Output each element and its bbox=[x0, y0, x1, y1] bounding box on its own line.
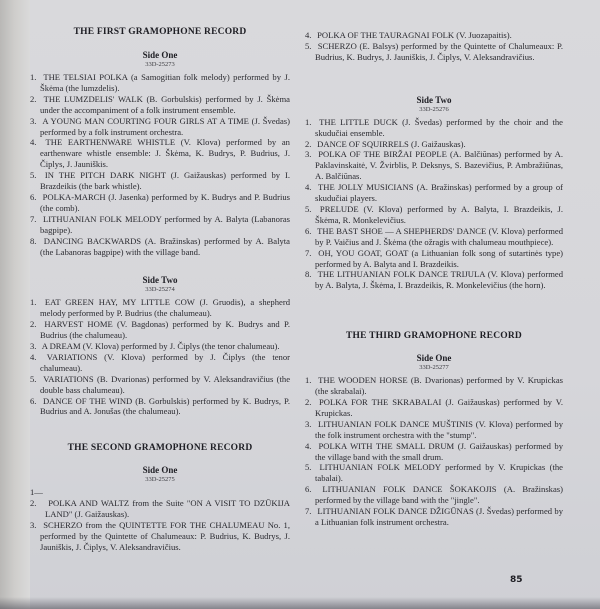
track-list bbox=[30, 487, 290, 552]
catalog-number: 33D-25277 bbox=[419, 364, 449, 372]
book-gutter bbox=[0, 0, 30, 609]
track-list bbox=[305, 117, 563, 292]
record2-side1 bbox=[30, 465, 290, 552]
catalog-number: 33D-25275 bbox=[145, 476, 175, 484]
record1-side2 bbox=[30, 275, 290, 417]
track-item: 8. DANCING BACKWARDS (A. Bražinskas) performed by A. Balyta (the Labanoras bagpipe) with the village band. bbox=[30, 235, 290, 257]
track-list bbox=[30, 72, 290, 257]
track-item: 2. THE LUMZDELIS' WALK (B. Gorbulskis) performed by J. Škėma under the accompaniment of a folk instrument ensemble. bbox=[30, 93, 290, 115]
track-item: 6. THE BAST SHOE — A SHEPHERDS' DANCE (V. Klova) performed by P. Vaičius and J. Škėma (the ožragis with chalumeau mouthpiece). bbox=[305, 225, 563, 247]
track-item: 7. OH, YOU GOAT, GOAT (a Lithuanian folk song of sutartinės type) performed by A. Balyta and I. Brazdeikis. bbox=[305, 247, 563, 269]
track-item: 1. THE TELSIAI POLKA (a Samogitian folk melody) performed by J. Škėma (the lumzdelis). bbox=[30, 72, 290, 93]
record2-side2 bbox=[305, 95, 563, 292]
track-item: 5. VARIATIONS (B. Dvarionas) performed by V. Aleksandravičius (the double bass chalumeau). bbox=[30, 373, 291, 395]
track-item: 3. POLKA OF THE BIRŽAI PEOPLE (A. Balčiūnas) performed by A. Paklavinskaitė, V. Žvirblis, P. Deksnys, S. Bazevičius, P. Ambražiūnas, A. Balčiūnas. bbox=[305, 149, 563, 182]
track-item: 3. A YOUNG MAN COURTING FOUR GIRLS AT A TIME (J. Švedas) performed by a folk instrument orchestra. bbox=[30, 115, 290, 137]
track-item: 4. THE EARTHENWARE WHISTLE (V. Klova) performed by an earthenware whistle ensemble: J. Škėma, K. Budrys, P. Budrius, J. Čiplys, J. Jauniškis. bbox=[30, 137, 290, 170]
track-item: 4. POLKA WITH THE SMALL DRUM (J. Gaižauskas) performed by the village band with the small drum. bbox=[305, 440, 563, 462]
track-list bbox=[30, 297, 290, 417]
track-item: 8. THE LITHUANIAN FOLK DANCE TRIJULA (V. Klova) performed by A. Balyta, J. Škėma, I. Brazdeikis, R. Monkelevičius (the horn). bbox=[305, 269, 563, 291]
record-title-third: THE THIRD GRAMOPHONE RECORD bbox=[346, 331, 522, 342]
track-item: 3. SCHERZO from the QUINTETTE FOR THE CHALUMEAU No. 1, performed by the Quintette of Chalumeaux: P. Budrius, K. Budrys, J. Jauniškis, J. Čiplys, V. Aleksandravičius. bbox=[30, 520, 290, 552]
record-title-second: THE SECOND GRAMOPHONE RECORD bbox=[67, 443, 253, 454]
side-title: Side One bbox=[416, 353, 452, 364]
track-item: 4. VARIATIONS (V. Klova) performed by J. Čiplys (the tenor chalumeau). bbox=[30, 351, 290, 373]
right-column bbox=[305, 0, 563, 528]
track-item: 5. IN THE PITCH DARK NIGHT (J. Gaižauskas) performed by I. Brazdeikis (the bark whistle). bbox=[30, 170, 290, 192]
track-item: 1. THE WOODEN HORSE (B. Dvarionas) performed by V. Krupickas (the skrabalai). bbox=[305, 375, 564, 397]
track-item: 2. DANCE OF SQUIRRELS (J. Gaižauskas). bbox=[305, 138, 466, 149]
track-item: 7. LITHUANIAN FOLK DANCE DŽIGŪNAS (J. Švedas) performed by a Lithuanian folk instrument orchestra. bbox=[305, 506, 563, 527]
record3-side1 bbox=[305, 353, 563, 528]
side-title: Side Two bbox=[142, 275, 178, 286]
track-item: 3. LITHUANIAN FOLK DANCE MUŠTINIS (V. Klova) performed by the folk instrument orchestra with the "stump". bbox=[305, 418, 563, 440]
side-title: Side One bbox=[142, 465, 178, 476]
catalog-number: 33D-25274 bbox=[145, 286, 175, 294]
track-list bbox=[305, 375, 563, 528]
record1-side1 bbox=[30, 50, 290, 257]
track-item: 2. HARVEST HOME (V. Bagdonas) performed by K. Budrys and P. Budrius (the chalumeau). bbox=[30, 319, 290, 341]
track-item: 1. THE LITTLE DUCK (J. Švedas) performed by the choir and the skudučiai ensemble. bbox=[305, 116, 563, 138]
track-item: 5. PRELUDE (V. Klova) performed by A. Balyta, I. Brazdeikis, J. Škėma, R. Monkelevičius. bbox=[305, 203, 563, 225]
track-item: 5. SCHERZO (E. Balsys) performed by the Quintette of Chalumeaux: P. Budrius, K. Budrys, J. Jauniškis, J. Čiplys, V. Aleksandravičius. bbox=[305, 40, 563, 62]
track-item: 5. LITHUANIAN FOLK MELODY performed by V. Krupickas (the tabalai). bbox=[305, 462, 563, 484]
record-title-first: THE FIRST GRAMOPHONE RECORD bbox=[73, 27, 247, 37]
track-item: 3. A DREAM (V. Klova) performed by J. Čiplys (the tenor chalumeau). bbox=[30, 341, 280, 352]
catalog-number: 33D-25276 bbox=[419, 105, 449, 113]
track-item: 6. LITHUANIAN FOLK DANCE ŠOKAKOJIS (A. Bražinskas) performed by the village band with the "jingle". bbox=[305, 484, 563, 506]
side-title: Side Two bbox=[416, 94, 452, 105]
track-item: 6. DANCE OF THE WIND (B. Gorbulskis) performed by K. Budrys, P. Budrius and A. Jonušas (the chalumeau). bbox=[30, 395, 290, 417]
left-column bbox=[30, 0, 290, 553]
page-number: 85 bbox=[510, 575, 523, 585]
page-edge-shadow bbox=[0, 597, 600, 609]
track-item: 1—2. POLKA AND WALTZ from the Suite "ON A VISIT TO DZŪKIJA LAND" (J. Gaižauskas). bbox=[30, 487, 290, 520]
track-item: 6. POLKA-MARCH (J. Jasenka) performed by K. Budrys and P. Budrius (the comb). bbox=[30, 191, 290, 213]
catalog-number: 33D-25273 bbox=[145, 61, 175, 68]
track-item: 1. EAT GREEN HAY, MY LITTLE COW (J. Gruodis), a shepherd melody performed by P. Budrius (the chalumeau). bbox=[30, 297, 290, 319]
track-list-continued bbox=[305, 30, 563, 63]
side-title: Side One bbox=[142, 50, 178, 60]
track-item: 7. LITHUANIAN FOLK MELODY performed by A. Balyta (Labanoras bagpipe). bbox=[30, 213, 290, 235]
track-item: 2. POLKA FOR THE SKRABALAI (J. Gaižauskas) performed by V. Krupickas. bbox=[305, 397, 563, 418]
track-item: 4. THE JOLLY MUSICIANS (A. Bražinskas) performed by a group of skudučiai players. bbox=[305, 182, 563, 204]
track-item: 4. POLKA OF THE TAURAGNAI FOLK (V. Juozapaitis). bbox=[305, 30, 512, 40]
